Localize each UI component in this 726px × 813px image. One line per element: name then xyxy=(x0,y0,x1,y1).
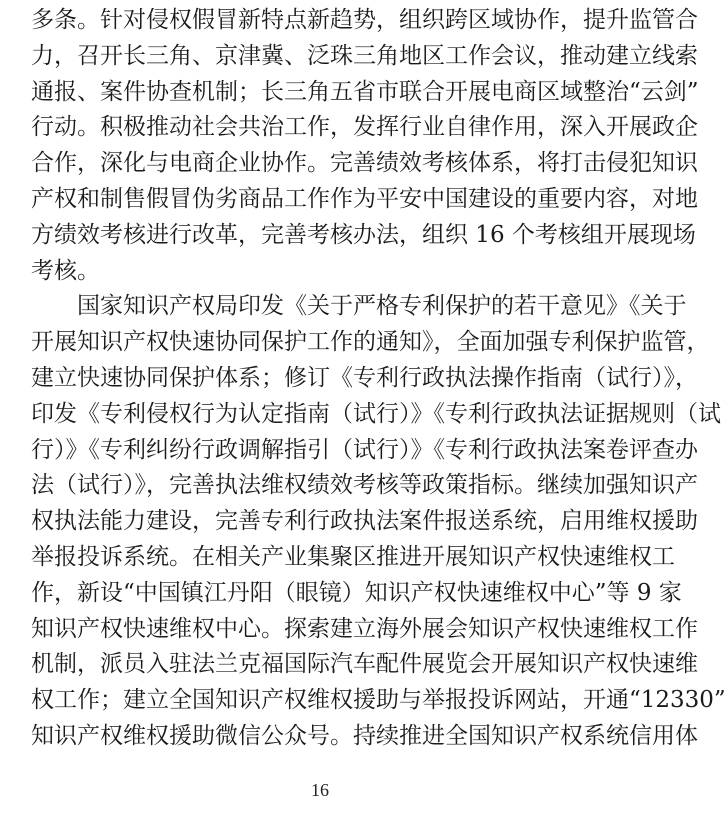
text-line: 国家知识产权局印发《关于严格专利保护的若干意见》《关于 xyxy=(31,293,687,320)
text-line: 举报投诉系统。在相关产业集聚区推进开展知识产权快速维权工 xyxy=(31,544,675,570)
text-line: 权执法能力建设，完善专利行政执法案件报送系统，启用维权援助 xyxy=(31,508,698,535)
text-line: 权工作；建立全国知识产权维权援助与举报投诉网站，开通“12330” xyxy=(31,687,726,714)
text-line: 合作，深化与电商企业协作。完善绩效考核体系，将打击侵犯知识 xyxy=(31,150,698,177)
text-line: 行动。积极推动社会共治工作，发挥行业自律作用，深入开展政企 xyxy=(31,114,698,141)
text-line: 法（试行）》，完善执法维权绩效考核等政策指标。继续加强知识产 xyxy=(31,472,698,499)
text-line: 力，召开长三角、京津冀、泛珠三角地区工作会议，推动建立线索 xyxy=(31,42,698,69)
text-line: 行）》《专利纠纷行政调解指引（试行）》《专利行政执法案卷评查办 xyxy=(31,436,698,463)
text-line: 作，新设“中国镇江丹阳（眼镜）知识产权快速维权中心”等 9 家 xyxy=(31,579,682,606)
page-number: 16 xyxy=(311,780,329,800)
text-line: 开展知识产权快速协同保护工作的通知》，全面加强专利保护监管， xyxy=(31,329,710,356)
text-line: 考核。 xyxy=(31,257,100,284)
text-line: 印发《专利侵权行为认定指南（试行）》《专利行政执法证据规则（试 xyxy=(31,400,721,427)
text-line: 知识产权维权援助微信公众号。持续推进全国知识产权系统信用体 xyxy=(31,723,698,749)
text-line: 多条。针对侵权假冒新特点新趋势，组织跨区域协作，提升监管合 xyxy=(31,7,698,33)
text-line: 机制，派员入驻法兰克福国际汽车配件展览会开展知识产权快速维 xyxy=(31,651,698,678)
text-line: 方绩效考核进行改革，完善考核办法，组织 16 个考核组开展现场 xyxy=(31,221,696,248)
text-line: 通报、案件协查机制；长三角五省市联合开展电商区域整治“云剑” xyxy=(31,78,699,105)
text-line: 产权和制售假冒伪劣商品工作作为平安中国建设的重要内容，对地 xyxy=(31,186,698,212)
text-line: 建立快速协同保护体系；修订《专利行政执法操作指南（试行）》， xyxy=(31,365,698,391)
text-line: 知识产权快速维权中心。探索建立海外展会知识产权快速维权工作 xyxy=(31,615,698,642)
